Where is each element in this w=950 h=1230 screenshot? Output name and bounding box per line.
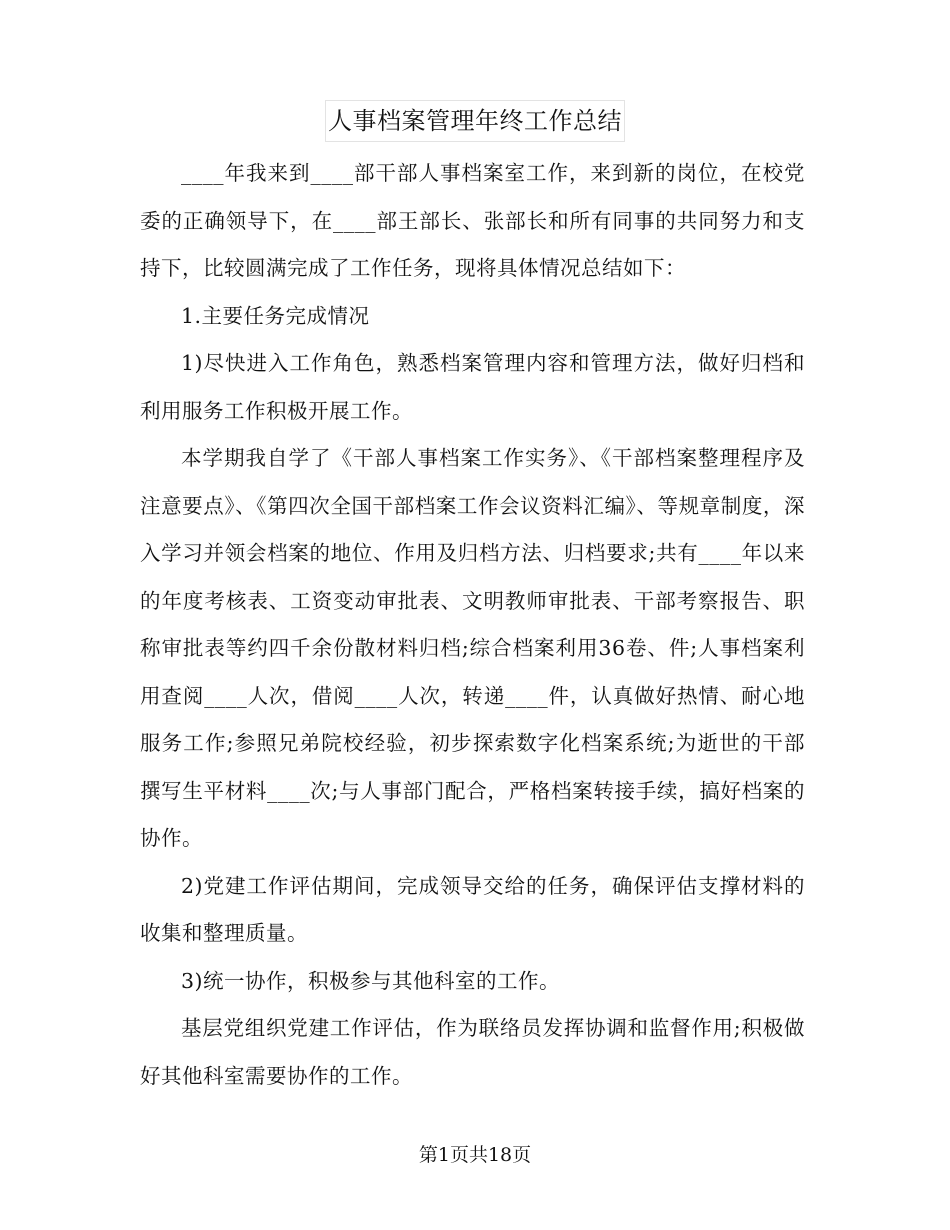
paragraph-item-3: 3)统一协作，积极参与其他科室的工作。 xyxy=(181,968,561,993)
paragraph-cooperation: 基层党组织党建工作评估，作为联络员发挥协调和监督作用;积极做好其他科室需要协作的工作。 xyxy=(140,1016,805,1088)
paragraph-study-details: 本学期我自学了《干部人事档案工作实务》、《干部档案整理程序及注意要点》、《第四次全国干部档案工作会议资料汇编》、等规章制度，深入学习并领会档案的地位、作用及归档方法、归档要求;共有____年以来的年度考核表、工资变动审批表、文明教师审批表、干部考察报告、职称审批表等约四千余份散材料归档;综合档案利用36卷、件;人事档案利用查阅____人次，借阅____人次，转递____件，认真做好热情、耐心地服务工作;参照兄弟院校经验，初步探索数字化档案系统;为逝世的干部撰写生平材料____次;与人事部门配合，严格档案转接手续，搞好档案的协作。 xyxy=(140,446,805,850)
paragraph-intro: ____年我来到____部干部人事档案室工作，来到新的岗位，在校党委的正确领导下，在____部王部长、张部长和所有同事的共同努力和支持下，比较圆满完成了工作任务，现将具体情况总结如下： xyxy=(140,161,805,280)
document-title: 人事档案管理年终工作总结 xyxy=(325,100,625,142)
paragraph-heading-main-tasks: 1.主要任务完成情况 xyxy=(181,303,370,328)
document-body xyxy=(140,150,805,1100)
paragraph-item-1: 1)尽快进入工作角色，熟悉档案管理内容和管理方法，做好归档和利用服务工作积极开展工作。 xyxy=(140,351,805,423)
paragraph-item-2: 2)党建工作评估期间，完成领导交给的任务，确保评估支撑材料的收集和整理质量。 xyxy=(140,873,805,945)
page-footer: 第1页共18页 xyxy=(418,1144,532,1166)
title-container xyxy=(0,100,950,142)
